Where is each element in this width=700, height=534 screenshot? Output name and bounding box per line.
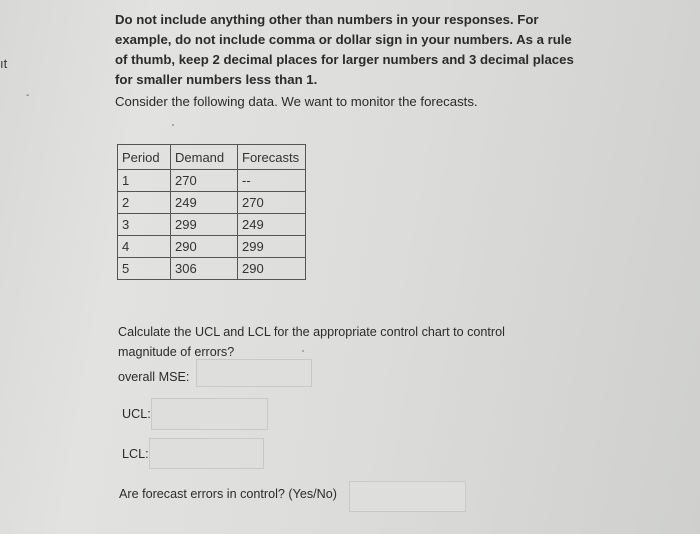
intro-text: Consider the following data. We want to monitor the forecasts.: [115, 94, 478, 109]
question-line-1: Calculate the UCL and LCL for the appropriate control chart to control: [118, 325, 505, 339]
cell-period: 3: [118, 214, 171, 236]
table-header-row: [118, 145, 306, 170]
table-row: [118, 258, 306, 280]
table-row: [118, 214, 306, 236]
header-demand: Demand: [171, 145, 238, 170]
table-row: [118, 170, 306, 192]
cell-demand: 270: [171, 170, 238, 192]
instructions-line-1: Do not include anything other than numbers in your responses. For: [115, 12, 539, 27]
cell-period: 2: [118, 192, 171, 214]
cell-demand: 249: [171, 192, 238, 214]
cell-period: 1: [118, 170, 171, 192]
cell-period: 5: [118, 258, 171, 280]
mse-label: overall MSE:: [118, 370, 190, 384]
control-question-label: Are forecast errors in control? (Yes/No): [119, 487, 337, 501]
lcl-input[interactable]: [149, 438, 264, 469]
table-row: [118, 192, 306, 214]
stray-dot: [302, 350, 304, 352]
instructions-block: [115, 10, 585, 90]
instructions-line-2: example, do not include comma or dollar sign in your numbers. As a rule: [115, 32, 572, 47]
cell-forecast: 270: [238, 192, 306, 214]
cell-forecast: 249: [238, 214, 306, 236]
control-input[interactable]: [349, 481, 466, 512]
cell-demand: 306: [171, 258, 238, 280]
ucl-input[interactable]: [151, 398, 268, 430]
lcl-label: LCL:: [122, 447, 149, 461]
header-forecasts: Forecasts: [238, 145, 306, 170]
cell-forecast: 290: [238, 258, 306, 280]
question-text: [118, 322, 558, 362]
table-row: [118, 236, 306, 258]
question-line-2: magnitude of errors?: [118, 345, 235, 359]
cell-demand: 299: [171, 214, 238, 236]
margin-text: ıt: [0, 56, 8, 71]
header-period: Period: [118, 145, 171, 170]
ucl-label: UCL:: [122, 407, 151, 421]
stray-dot: [172, 124, 174, 126]
cell-forecast: --: [238, 170, 306, 192]
margin-tick: -: [26, 90, 30, 101]
mse-input[interactable]: [196, 359, 312, 387]
cell-period: 4: [118, 236, 171, 258]
instructions-line-4: for smaller numbers less than 1.: [115, 72, 318, 87]
data-table: [117, 144, 306, 280]
instructions-line-3: of thumb, keep 2 decimal places for larger numbers and 3 decimal places: [115, 52, 574, 67]
cell-demand: 290: [171, 236, 238, 258]
cell-forecast: 299: [238, 236, 306, 258]
